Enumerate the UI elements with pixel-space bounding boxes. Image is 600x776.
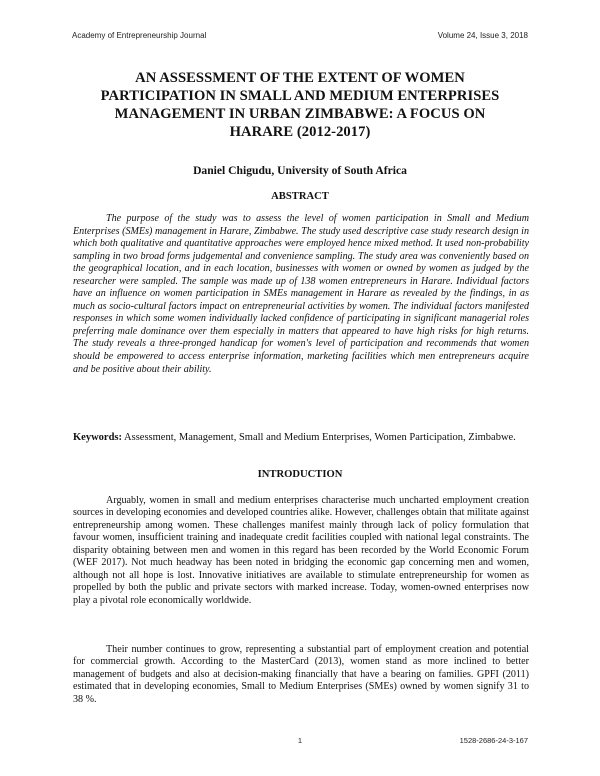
keywords <box>73 432 529 445</box>
intro-paragraph-1: Arguably, women in small and medium enterprises characterise much uncharted employment creation sources in developing economies and developed countries alike. However, challenges obtain that militate against entrepreneurship among women. These challenges manifest mainly through lack of policy formulation that favour women, insufficient training and inadequate credit facilities coupled with national legal constraints. The disparity obtaining between men and women in this regard has been recorded by the World Economic Forum (WEF 2017). Not much headway has been noted in bridging the economic gap concerning men and women, although not all hope is lost. Innovative initiatives are available to stimulate entrepreneurship for women as propelled by both the public and private sectors with marked increase. Today, women-owned enterprises now play a pivotal role economically worldwide. <box>73 495 529 606</box>
page-footer <box>72 736 528 748</box>
document-id: 1528-2686-24-3-167 <box>459 736 528 745</box>
introduction-heading: INTRODUCTION <box>257 469 343 480</box>
keywords-label: Keywords: <box>73 432 122 443</box>
keywords-text: Assessment, Management, Small and Medium Enterprises, Women Participation, Zimbabwe. <box>124 432 516 443</box>
journal-name: Academy of Entrepreneurship Journal <box>72 31 207 40</box>
paper-title: AN ASSESSMENT OF THE EXTENT OF WOMEN PARTICIPATION IN SMALL AND MEDIUM ENTERPRISES MANAGEMENT IN URBAN ZIMBABWE: A FOCUS ON HARARE (2012-2017) <box>100 70 500 140</box>
intro-paragraph-2: Their number continues to grow, representing a substantial part of employment creation and potential for commercial growth. According to the MasterCard (2013), women stand as more inclined to better management of budgets and also at decision-making financially that have a bearing on families. GPFI (2011) estimated that in developing economies, Small to Medium Enterprises (SMEs) owned by women signify 31 to 38 %. <box>73 644 529 705</box>
running-header <box>72 31 528 45</box>
volume-issue: Volume 24, Issue 3, 2018 <box>437 31 528 40</box>
abstract-heading: ABSTRACT <box>271 191 329 202</box>
abstract-text: The purpose of the study was to assess the level of women participation in Small and Medium Enterprises (SMEs) management in Harare, Zimbabwe. The study used descriptive case study research design in which both qualitative and quantitative approaches were employed hence mixed method. It used non-probability sampling in two broad forms judgemental and convenience sampling. The study area was conveniently based on the geographical location, and in each location, businesses with women or owned by women as judged by the researcher were sampled. The sample was made up of 138 women entrepreneurs in Harare. Individual factors have an influence on women participation in SMEs management in Harare as revealed by the findings, in as much as socio-cultural factors impact on entrepreneurial activities by women. The individual factors manifested responses in which some women individually lacked confidence of participating in significant managerial roles preferring male dominance over them especially in matters that appeared to have high risks for high returns. The study reveals a three-pronged handicap for women's level of participation and recommends that women should be empowered to access enterprise information, marketing facilities which men entrepreneurs acquire and be positive about their ability. <box>73 213 529 375</box>
author-line: Daniel Chigudu, University of South Africa <box>193 164 407 177</box>
page-number: 1 <box>297 736 303 745</box>
